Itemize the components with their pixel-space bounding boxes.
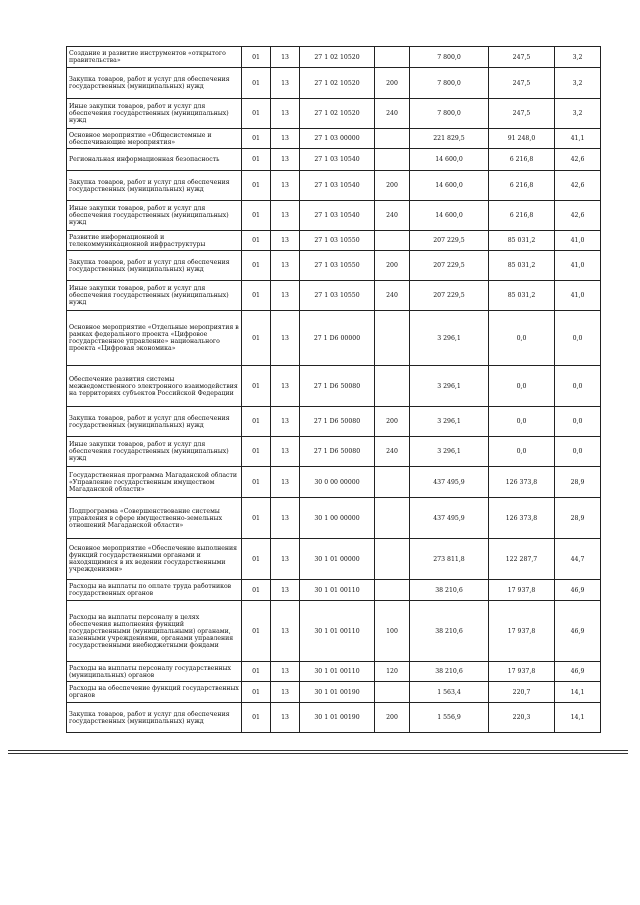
expense-type-cell bbox=[375, 149, 410, 171]
execution-percent-cell: 0,0 bbox=[555, 407, 601, 437]
executed-amount-cell: 6 216,8 bbox=[489, 201, 555, 231]
expense-name-cell: Расходы на выплаты персоналу государственных (муниципальных) органов bbox=[67, 662, 242, 682]
table-row bbox=[67, 311, 601, 366]
executed-amount-cell: 0,0 bbox=[489, 407, 555, 437]
executed-amount-cell: 85 031,2 bbox=[489, 281, 555, 311]
expense-name-cell: Обеспечение развития системы межведомственного электронного взаимодействия на территориях субъектов Российской Федерации bbox=[67, 366, 242, 407]
expense-name-cell: Подпрограмма «Совершенствование системы управления в сфере имущественно-земельных отношений Магаданской области» bbox=[67, 498, 242, 539]
target-article-cell: 30 1 01 00110 bbox=[300, 662, 375, 682]
expense-type-cell: 200 bbox=[375, 407, 410, 437]
subsection-code-cell: 13 bbox=[271, 682, 300, 703]
expense-name-cell: Основное мероприятие «Обеспечение выполнения функций государственными органами и находящимися в их ведении государственными учреждениями» bbox=[67, 539, 242, 580]
execution-percent-cell: 3,2 bbox=[555, 68, 601, 99]
budget-execution-table bbox=[66, 46, 601, 733]
table-row bbox=[67, 601, 601, 662]
planned-amount-cell: 437 495,9 bbox=[410, 467, 489, 498]
planned-amount-cell: 207 229,5 bbox=[410, 231, 489, 251]
planned-amount-cell: 38 210,6 bbox=[410, 601, 489, 662]
executed-amount-cell: 85 031,2 bbox=[489, 231, 555, 251]
subsection-code-cell: 13 bbox=[271, 437, 300, 467]
executed-amount-cell: 85 031,2 bbox=[489, 251, 555, 281]
executed-amount-cell: 0,0 bbox=[489, 437, 555, 467]
planned-amount-cell: 207 229,5 bbox=[410, 281, 489, 311]
executed-amount-cell: 91 248,0 bbox=[489, 129, 555, 149]
executed-amount-cell: 247,5 bbox=[489, 68, 555, 99]
subsection-code-cell: 13 bbox=[271, 467, 300, 498]
expense-type-cell bbox=[375, 467, 410, 498]
target-article-cell: 27 1 03 10550 bbox=[300, 251, 375, 281]
table-row bbox=[67, 703, 601, 733]
planned-amount-cell: 3 296,1 bbox=[410, 407, 489, 437]
executed-amount-cell: 247,5 bbox=[489, 99, 555, 129]
execution-percent-cell: 42,6 bbox=[555, 149, 601, 171]
executed-amount-cell: 6 216,8 bbox=[489, 149, 555, 171]
expense-name-cell: Развитие информационной и телекоммуникационной инфраструктуры bbox=[67, 231, 242, 251]
section-code-cell: 01 bbox=[242, 437, 271, 467]
target-article-cell: 27 1 03 10550 bbox=[300, 281, 375, 311]
execution-percent-cell: 41,0 bbox=[555, 231, 601, 251]
executed-amount-cell: 247,5 bbox=[489, 47, 555, 68]
subsection-code-cell: 13 bbox=[271, 662, 300, 682]
subsection-code-cell: 13 bbox=[271, 47, 300, 68]
expense-name-cell: Закупка товаров, работ и услуг для обеспечения государственных (муниципальных) нужд bbox=[67, 68, 242, 99]
section-code-cell: 01 bbox=[242, 201, 271, 231]
expense-name-cell: Иные закупки товаров, работ и услуг для обеспечения государственных (муниципальных) нужд bbox=[67, 437, 242, 467]
subsection-code-cell: 13 bbox=[271, 366, 300, 407]
page-bottom-rule bbox=[8, 750, 628, 751]
subsection-code-cell: 13 bbox=[271, 498, 300, 539]
page-bottom-rule-thin bbox=[8, 753, 628, 754]
expense-type-cell: 240 bbox=[375, 99, 410, 129]
planned-amount-cell: 207 229,5 bbox=[410, 251, 489, 281]
expense-name-cell: Основное мероприятие «Отдельные мероприятия в рамках федерального проекта «Цифровое государственное управление» национального проекта «Цифровая экономика» bbox=[67, 311, 242, 366]
section-code-cell: 01 bbox=[242, 467, 271, 498]
section-code-cell: 01 bbox=[242, 682, 271, 703]
target-article-cell: 27 1 D6 00000 bbox=[300, 311, 375, 366]
planned-amount-cell: 7 800,0 bbox=[410, 47, 489, 68]
planned-amount-cell: 14 600,0 bbox=[410, 171, 489, 201]
execution-percent-cell: 14,1 bbox=[555, 682, 601, 703]
planned-amount-cell: 7 800,0 bbox=[410, 99, 489, 129]
table-row bbox=[67, 68, 601, 99]
executed-amount-cell: 0,0 bbox=[489, 311, 555, 366]
table-row bbox=[67, 580, 601, 601]
subsection-code-cell: 13 bbox=[271, 231, 300, 251]
executed-amount-cell: 17 937,8 bbox=[489, 580, 555, 601]
section-code-cell: 01 bbox=[242, 498, 271, 539]
execution-percent-cell: 44,7 bbox=[555, 539, 601, 580]
execution-percent-cell: 3,2 bbox=[555, 47, 601, 68]
execution-percent-cell: 46,9 bbox=[555, 601, 601, 662]
expense-type-cell: 240 bbox=[375, 201, 410, 231]
section-code-cell: 01 bbox=[242, 251, 271, 281]
expense-type-cell bbox=[375, 311, 410, 366]
table-row bbox=[67, 682, 601, 703]
section-code-cell: 01 bbox=[242, 47, 271, 68]
subsection-code-cell: 13 bbox=[271, 149, 300, 171]
section-code-cell: 01 bbox=[242, 171, 271, 201]
expense-type-cell: 200 bbox=[375, 703, 410, 733]
planned-amount-cell: 38 210,6 bbox=[410, 662, 489, 682]
table-row bbox=[67, 467, 601, 498]
execution-percent-cell: 46,9 bbox=[555, 662, 601, 682]
target-article-cell: 27 1 03 10540 bbox=[300, 149, 375, 171]
execution-percent-cell: 0,0 bbox=[555, 311, 601, 366]
target-article-cell: 30 1 01 00110 bbox=[300, 580, 375, 601]
section-code-cell: 01 bbox=[242, 129, 271, 149]
expense-type-cell: 100 bbox=[375, 601, 410, 662]
execution-percent-cell: 0,0 bbox=[555, 437, 601, 467]
expense-name-cell: Иные закупки товаров, работ и услуг для обеспечения государственных (муниципальных) нужд bbox=[67, 281, 242, 311]
section-code-cell: 01 bbox=[242, 539, 271, 580]
executed-amount-cell: 126 373,8 bbox=[489, 498, 555, 539]
executed-amount-cell: 17 937,8 bbox=[489, 662, 555, 682]
expense-type-cell bbox=[375, 580, 410, 601]
expense-type-cell: 200 bbox=[375, 171, 410, 201]
planned-amount-cell: 1 563,4 bbox=[410, 682, 489, 703]
table-row bbox=[67, 662, 601, 682]
planned-amount-cell: 14 600,0 bbox=[410, 149, 489, 171]
section-code-cell: 01 bbox=[242, 366, 271, 407]
execution-percent-cell: 42,6 bbox=[555, 171, 601, 201]
subsection-code-cell: 13 bbox=[271, 171, 300, 201]
expense-name-cell: Закупка товаров, работ и услуг для обеспечения государственных (муниципальных) нужд bbox=[67, 703, 242, 733]
section-code-cell: 01 bbox=[242, 703, 271, 733]
execution-percent-cell: 14,1 bbox=[555, 703, 601, 733]
expense-name-cell: Закупка товаров, работ и услуг для обеспечения государственных (муниципальных) нужд bbox=[67, 171, 242, 201]
table-row bbox=[67, 539, 601, 580]
expense-name-cell: Создание и развитие инструментов «открытого правительства» bbox=[67, 47, 242, 68]
target-article-cell: 27 1 03 00000 bbox=[300, 129, 375, 149]
target-article-cell: 30 1 00 00000 bbox=[300, 498, 375, 539]
subsection-code-cell: 13 bbox=[271, 201, 300, 231]
table-row bbox=[67, 498, 601, 539]
subsection-code-cell: 13 bbox=[271, 99, 300, 129]
section-code-cell: 01 bbox=[242, 601, 271, 662]
expense-type-cell: 240 bbox=[375, 437, 410, 467]
subsection-code-cell: 13 bbox=[271, 68, 300, 99]
expense-name-cell: Закупка товаров, работ и услуг для обеспечения государственных (муниципальных) нужд bbox=[67, 251, 242, 281]
planned-amount-cell: 273 811,8 bbox=[410, 539, 489, 580]
table-row bbox=[67, 231, 601, 251]
section-code-cell: 01 bbox=[242, 407, 271, 437]
target-article-cell: 27 1 D6 50080 bbox=[300, 437, 375, 467]
expense-type-cell: 200 bbox=[375, 68, 410, 99]
target-article-cell: 27 1 D6 50080 bbox=[300, 366, 375, 407]
target-article-cell: 27 1 02 10520 bbox=[300, 99, 375, 129]
table-row bbox=[67, 251, 601, 281]
table-row bbox=[67, 129, 601, 149]
planned-amount-cell: 3 296,1 bbox=[410, 437, 489, 467]
section-code-cell: 01 bbox=[242, 99, 271, 129]
expense-name-cell: Государственная программа Магаданской области «Управление государственным имуществом Магаданской области» bbox=[67, 467, 242, 498]
table-row bbox=[67, 99, 601, 129]
executed-amount-cell: 6 216,8 bbox=[489, 171, 555, 201]
expense-type-cell: 120 bbox=[375, 662, 410, 682]
execution-percent-cell: 41,0 bbox=[555, 251, 601, 281]
table-row bbox=[67, 281, 601, 311]
section-code-cell: 01 bbox=[242, 149, 271, 171]
table-row bbox=[67, 407, 601, 437]
table-row bbox=[67, 149, 601, 171]
execution-percent-cell: 42,6 bbox=[555, 201, 601, 231]
execution-percent-cell: 28,9 bbox=[555, 467, 601, 498]
planned-amount-cell: 38 210,6 bbox=[410, 580, 489, 601]
table-row bbox=[67, 171, 601, 201]
expense-type-cell: 240 bbox=[375, 281, 410, 311]
subsection-code-cell: 13 bbox=[271, 281, 300, 311]
section-code-cell: 01 bbox=[242, 281, 271, 311]
table-row bbox=[67, 366, 601, 407]
section-code-cell: 01 bbox=[242, 231, 271, 251]
target-article-cell: 30 1 01 00190 bbox=[300, 682, 375, 703]
subsection-code-cell: 13 bbox=[271, 251, 300, 281]
planned-amount-cell: 437 495,9 bbox=[410, 498, 489, 539]
section-code-cell: 01 bbox=[242, 68, 271, 99]
target-article-cell: 30 1 01 00000 bbox=[300, 539, 375, 580]
execution-percent-cell: 41,0 bbox=[555, 281, 601, 311]
expense-type-cell bbox=[375, 366, 410, 407]
expense-name-cell: Расходы на обеспечение функций государственных органов bbox=[67, 682, 242, 703]
table-row bbox=[67, 47, 601, 68]
execution-percent-cell: 28,9 bbox=[555, 498, 601, 539]
execution-percent-cell: 3,2 bbox=[555, 99, 601, 129]
executed-amount-cell: 17 937,8 bbox=[489, 601, 555, 662]
planned-amount-cell: 3 296,1 bbox=[410, 366, 489, 407]
subsection-code-cell: 13 bbox=[271, 703, 300, 733]
subsection-code-cell: 13 bbox=[271, 407, 300, 437]
expense-name-cell: Расходы на выплаты персоналу в целях обеспечения выполнения функций государственными (муниципальными) органами, казенными учреждениями, органами управления государственными внебюджетными фондами bbox=[67, 601, 242, 662]
planned-amount-cell: 1 556,9 bbox=[410, 703, 489, 733]
planned-amount-cell: 7 800,0 bbox=[410, 68, 489, 99]
subsection-code-cell: 13 bbox=[271, 601, 300, 662]
target-article-cell: 27 1 02 10520 bbox=[300, 47, 375, 68]
expense-type-cell bbox=[375, 47, 410, 68]
target-article-cell: 27 1 03 10550 bbox=[300, 231, 375, 251]
table-row bbox=[67, 201, 601, 231]
target-article-cell: 27 1 D6 50080 bbox=[300, 407, 375, 437]
subsection-code-cell: 13 bbox=[271, 311, 300, 366]
execution-percent-cell: 0,0 bbox=[555, 366, 601, 407]
planned-amount-cell: 14 600,0 bbox=[410, 201, 489, 231]
executed-amount-cell: 220,7 bbox=[489, 682, 555, 703]
section-code-cell: 01 bbox=[242, 311, 271, 366]
expense-type-cell bbox=[375, 682, 410, 703]
target-article-cell: 27 1 03 10540 bbox=[300, 201, 375, 231]
table-body bbox=[67, 47, 601, 733]
expense-name-cell: Иные закупки товаров, работ и услуг для обеспечения государственных (муниципальных) нужд bbox=[67, 201, 242, 231]
section-code-cell: 01 bbox=[242, 580, 271, 601]
expense-type-cell bbox=[375, 498, 410, 539]
executed-amount-cell: 126 373,8 bbox=[489, 467, 555, 498]
expense-name-cell: Региональная информационная безопасность bbox=[67, 149, 242, 171]
expense-name-cell: Иные закупки товаров, работ и услуг для обеспечения государственных (муниципальных) нужд bbox=[67, 99, 242, 129]
target-article-cell: 27 1 02 10520 bbox=[300, 68, 375, 99]
subsection-code-cell: 13 bbox=[271, 129, 300, 149]
expense-type-cell bbox=[375, 129, 410, 149]
executed-amount-cell: 0,0 bbox=[489, 366, 555, 407]
planned-amount-cell: 3 296,1 bbox=[410, 311, 489, 366]
target-article-cell: 27 1 03 10540 bbox=[300, 171, 375, 201]
expense-name-cell: Основное мероприятие «Общесистемные и обеспечивающие мероприятия» bbox=[67, 129, 242, 149]
target-article-cell: 30 1 01 00110 bbox=[300, 601, 375, 662]
subsection-code-cell: 13 bbox=[271, 539, 300, 580]
table-row bbox=[67, 437, 601, 467]
planned-amount-cell: 221 829,5 bbox=[410, 129, 489, 149]
executed-amount-cell: 122 287,7 bbox=[489, 539, 555, 580]
section-code-cell: 01 bbox=[242, 662, 271, 682]
expense-name-cell: Закупка товаров, работ и услуг для обеспечения государственных (муниципальных) нужд bbox=[67, 407, 242, 437]
target-article-cell: 30 0 00 00000 bbox=[300, 467, 375, 498]
target-article-cell: 30 1 01 00190 bbox=[300, 703, 375, 733]
expense-type-cell bbox=[375, 231, 410, 251]
expense-type-cell: 200 bbox=[375, 251, 410, 281]
subsection-code-cell: 13 bbox=[271, 580, 300, 601]
execution-percent-cell: 46,9 bbox=[555, 580, 601, 601]
executed-amount-cell: 220,3 bbox=[489, 703, 555, 733]
expense-name-cell: Расходы на выплаты по оплате труда работников государственных органов bbox=[67, 580, 242, 601]
expense-type-cell bbox=[375, 539, 410, 580]
execution-percent-cell: 41,1 bbox=[555, 129, 601, 149]
